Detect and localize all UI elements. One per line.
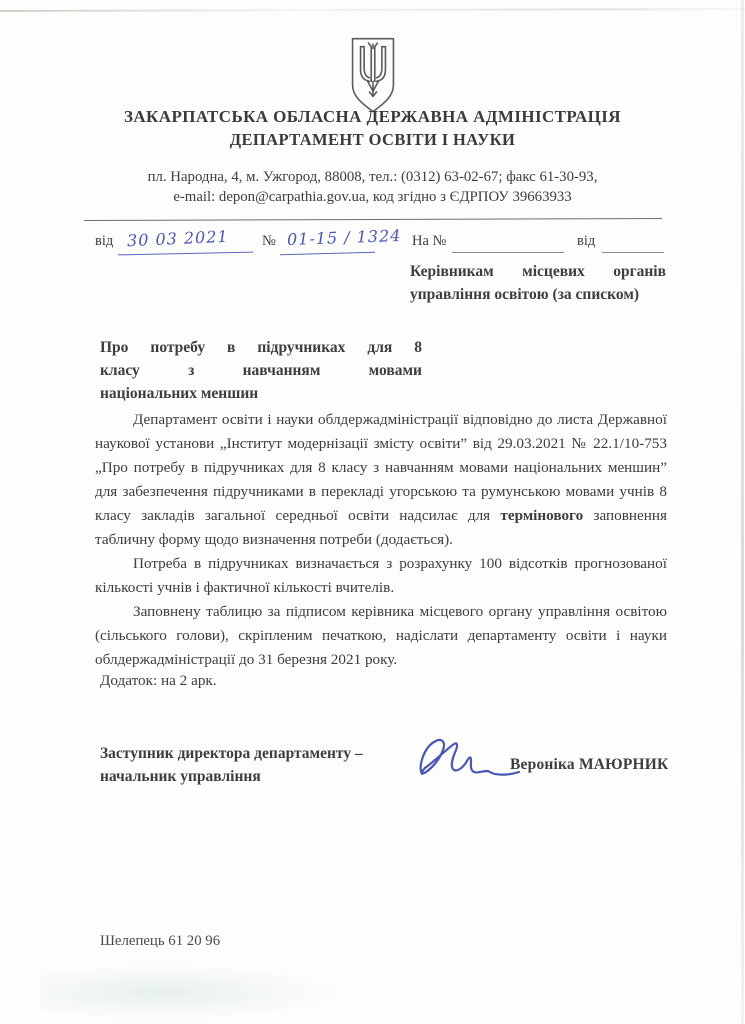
recipient-line: управління освітою (за списком) xyxy=(410,286,640,303)
attachment-note: Додаток: на 2 арк. xyxy=(100,672,217,689)
handwritten-signature-icon xyxy=(418,732,523,794)
handwritten-outgoing-number: 01-15 / 1324 xyxy=(286,226,402,249)
paragraph1-bold-word: термінового xyxy=(500,507,584,524)
paragraph1-text-after: заповнення табличну форму щодо визначення потреби (додається). xyxy=(95,507,667,548)
letter-body xyxy=(95,408,667,672)
ukraine-trident-emblem-icon xyxy=(343,36,403,116)
signatory-name: Вероніка МАЮРНИК xyxy=(510,756,669,773)
signatory-position-line: начальник управління xyxy=(100,768,261,785)
subject-line: Про потребу в підручниках для 8 xyxy=(100,339,422,356)
handwritten-outgoing-date: 30 03 2021 xyxy=(126,226,229,251)
letterhead-contact-line2: e-mail: depon@carpathia.gov.ua, код згідно з ЄДРПОУ 39663933 xyxy=(173,189,572,205)
org-name-line1: ЗАКАРПАТСЬКА ОБЛАСНА ДЕРЖАВНА АДМІНІСТРАЦІЯ xyxy=(123,107,621,126)
subject-line: національних меншин xyxy=(100,385,259,402)
outgoing-date-label: від xyxy=(95,233,114,249)
subject-line: класу з навчанням мовами xyxy=(100,362,422,379)
outgoing-number-label: № xyxy=(262,233,276,249)
scan-artifact-smudge xyxy=(40,965,340,1020)
scan-artifact-top-edge xyxy=(0,8,745,12)
recipient-line: Керівникам місцевих органів xyxy=(410,263,666,280)
outgoing-date-underline xyxy=(118,252,253,256)
letterhead-divider xyxy=(84,218,662,221)
paragraph1-text-before: Департамент освіти і науки облдержадміністрації відповідно до листа Державної наукової установи „Інститут модернізації змісту освіти” від 29.03.2021 № 22.1/10-753 „Про потребу в підручниках для 8 класу з навчанням мовами національних меншин” для забезпечення підручниками в перекладі угорською та румунською мовами учнів 8 класу закладів загальної середньої освіти надсилає для xyxy=(95,411,667,524)
executor-note: Шелепець 61 20 96 xyxy=(100,933,221,949)
subject-block xyxy=(100,336,422,405)
scan-artifact-right-edge xyxy=(741,0,744,1024)
incoming-date-label: від xyxy=(577,233,596,249)
incoming-date-blank xyxy=(602,252,664,253)
body-paragraph-3: Заповнену таблицю за підписом керівника місцевого органу управління освітою (сільського голови), скріпленим печаткою, надіслати департаменту освіти і науки облдержадміністрації до 31 березня 2021 року. xyxy=(95,603,667,668)
recipient-block xyxy=(410,260,666,306)
body-paragraph-2: Потреба в підручниках визначається з розрахунку 100 відсотків прогнозованої кількості учнів і фактичної кількості вчителів. xyxy=(95,555,667,596)
incoming-number-label: На № xyxy=(412,233,447,249)
signatory-position xyxy=(100,742,435,788)
reference-row xyxy=(0,226,745,259)
signatory-position-line: Заступник директора департаменту – xyxy=(100,745,363,762)
body-paragraph-1 xyxy=(95,408,667,552)
outgoing-number-underline xyxy=(280,252,375,255)
org-name-line2: ДЕПАРТАМЕНТ ОСВІТИ І НАУКИ xyxy=(229,130,516,149)
incoming-number-blank xyxy=(452,252,564,253)
letterhead-contact-line1: пл. Народна, 4, м. Ужгород, 88008, тел.: (0312) 63-02-67; факс 61-30-93, xyxy=(147,169,598,185)
